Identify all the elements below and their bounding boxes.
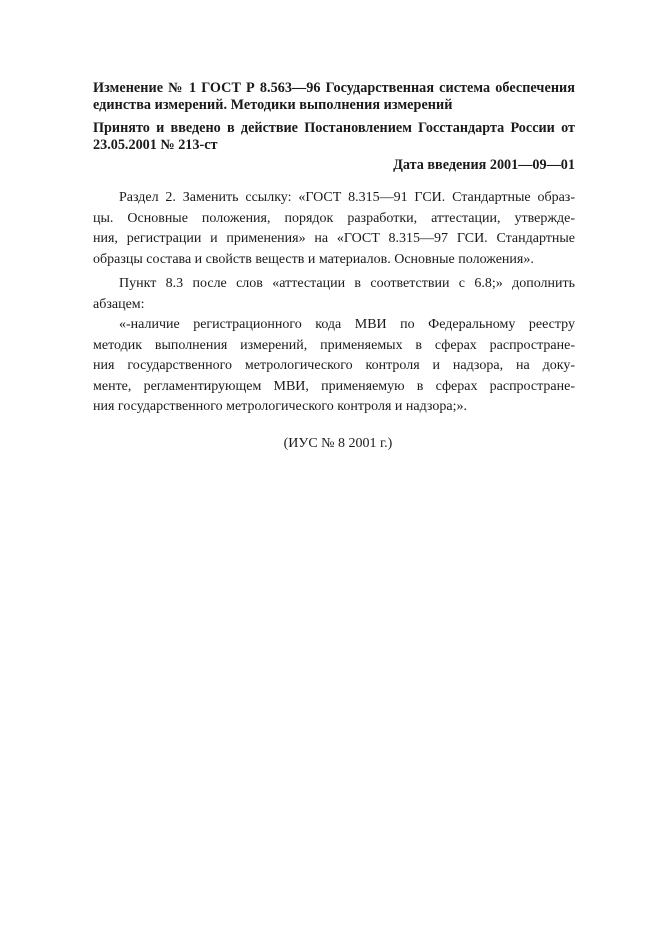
effective-date: Дата введения 2001—09—01 — [393, 157, 575, 173]
title-line-2: единства измерений. Методики выполнения измерений — [93, 97, 453, 113]
paragraph-line: менте, регламентирующем МВИ, применяемую в сферах распростране- — [93, 378, 575, 394]
paragraph-line: цы. Основные положения, порядок разработки, аттестации, утвержде- — [93, 210, 575, 226]
paragraph-line: ния, регистрации и применения» на «ГОСТ 8.315—97 ГСИ. Стандартные — [93, 231, 575, 246]
paragraph-inserted-text — [93, 315, 575, 418]
paragraph-line: образцы состава и свойств веществ и материалов. Основные положения». — [93, 251, 534, 267]
paragraph-line: Раздел 2. Заменить ссылку: «ГОСТ 8.315—91 ГСИ. Стандартные образ- — [119, 190, 575, 205]
title-line-1: Изменение № 1 ГОСТ Р 8.563—96 Государственная система обеспечения — [93, 80, 575, 96]
paragraph-line: ния государственного метрологического контроля и надзора, на доку- — [93, 358, 575, 373]
paragraph-line: «-наличие регистрационного кода МВИ по Федеральному реестру — [119, 317, 575, 332]
paragraph-line: Пункт 8.3 после слов «аттестации в соответствии с 6.8;» дополнить — [119, 276, 575, 291]
paragraph-line: абзацем: — [93, 296, 145, 312]
paragraph-line: методик выполнения измерений, применяемых в сферах распростране- — [93, 337, 575, 353]
document-title — [93, 80, 575, 114]
adoption-line-1: Принято и введено в действие Постановлением Госстандарта России от — [93, 120, 575, 136]
paragraph-clause-8-3 — [93, 274, 575, 315]
document-page — [93, 80, 575, 454]
paragraph-section-2 — [93, 188, 575, 270]
paragraph-line: ния государственного метрологического контроля и надзора;». — [93, 399, 467, 414]
adoption-line-2: 23.05.2001 № 213-ст — [93, 137, 218, 153]
source-note: (ИУС № 8 2001 г.) — [283, 435, 393, 451]
adoption-statement — [93, 120, 575, 154]
